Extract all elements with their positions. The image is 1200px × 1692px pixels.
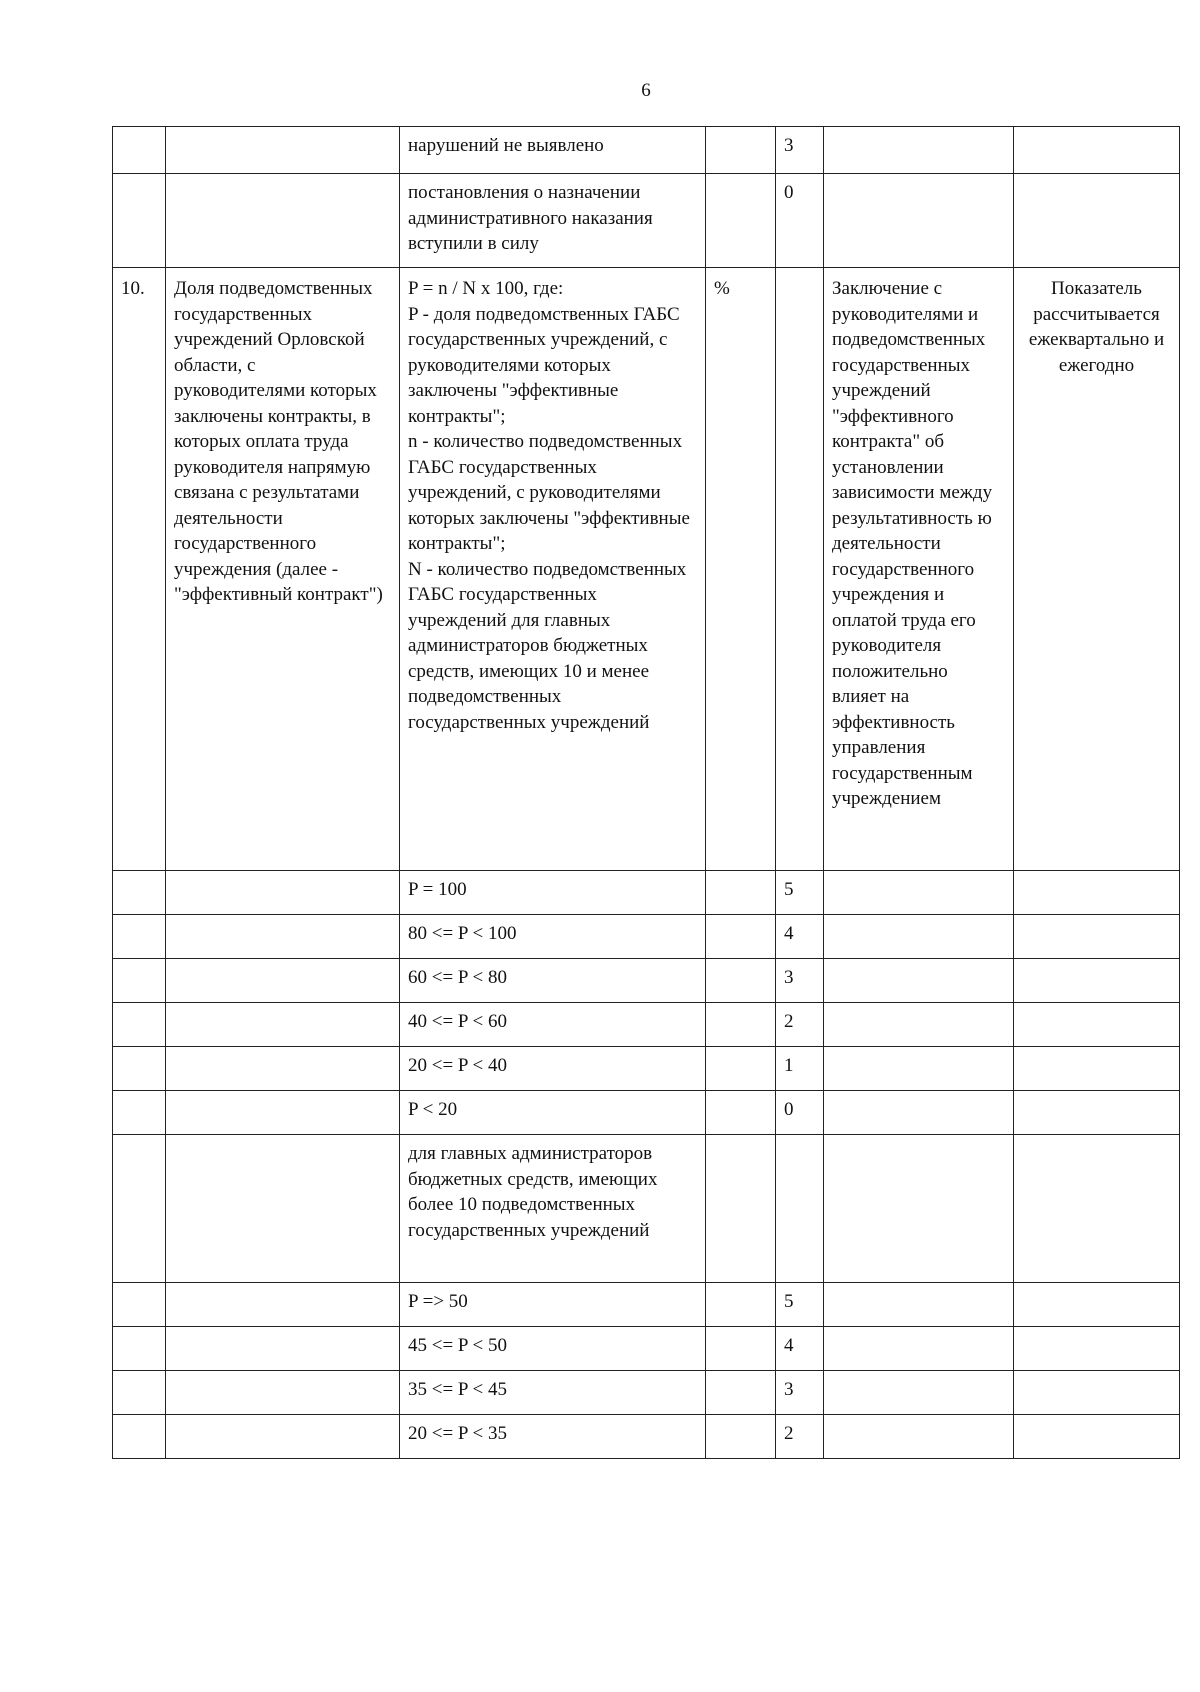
indicator-name-cell: Доля подведомственных государственных учреждений Орловской области, с руководителями которых заключены контракты, в которых оплата труда руководителя напрямую связана с результатами деятельности государственного учреждения (далее - "эффективный контракт") (166, 268, 400, 871)
indicator-name-cell (166, 915, 400, 959)
score-row (113, 1327, 1180, 1371)
score-cell: 5 (776, 1283, 824, 1327)
score-cell (776, 1135, 824, 1283)
condition-cell: 60 <= P < 80 (400, 959, 706, 1003)
condition-cell: P => 50 (400, 1283, 706, 1327)
indicator-name-cell (166, 1371, 400, 1415)
conclusion-cell: Заключение с руководителями и подведомственных государственных учреждений "эффективного контракта" об установлении зависимости между результативность ю деятельности государственного учреждения и оплатой труда его руководителя положительно влияет на эффективность управления государственным учреждением (824, 268, 1014, 871)
conclusion-cell (824, 1047, 1014, 1091)
note-cell (1014, 174, 1180, 268)
note-cell (1014, 1327, 1180, 1371)
score-cell: 2 (776, 1415, 824, 1459)
unit-cell (706, 959, 776, 1003)
table-row (113, 174, 1180, 268)
score-cell: 3 (776, 959, 824, 1003)
score-cell: 0 (776, 174, 824, 268)
note-cell (1014, 1283, 1180, 1327)
row-number-cell (113, 1091, 166, 1135)
conclusion-cell (824, 1415, 1014, 1459)
score-cell: 0 (776, 1091, 824, 1135)
conclusion-cell (824, 1283, 1014, 1327)
row-number-cell (113, 915, 166, 959)
note-cell (1014, 1047, 1180, 1091)
unit-cell (706, 871, 776, 915)
row-number-cell (113, 1415, 166, 1459)
formula-cell (400, 268, 706, 871)
score-cell: 4 (776, 1327, 824, 1371)
formula-text: P = n / N x 100, где: P - доля подведомственных ГАБС государственных учреждений, с руководителями которых заключены "эффективные контракты"; n - количество подведомственных ГАБС государственных учреждений, с руководителями которых заключены "эффективные контракты"; N - количество подведомственных ГАБС государственных учреждений для главных администраторов бюджетных средств, имеющих 10 и менее подведомственных государственных учреждений (408, 278, 690, 733)
score-row (113, 1283, 1180, 1327)
indicator-name-cell (166, 959, 400, 1003)
indicator-name-cell (166, 1091, 400, 1135)
condition-cell: 20 <= P < 40 (400, 1047, 706, 1091)
indicator-row (113, 268, 1180, 871)
row-number-cell: 10. (113, 268, 166, 871)
score-row (113, 1415, 1180, 1459)
formula-cell: постановления о назначении административного наказания вступили в силу (400, 174, 706, 268)
note-cell (1014, 1135, 1180, 1283)
condition-cell: P = 100 (400, 871, 706, 915)
row-number-cell (113, 174, 166, 268)
score-cell: 3 (776, 1371, 824, 1415)
unit-cell (706, 1283, 776, 1327)
conclusion-cell (824, 1327, 1014, 1371)
indicator-name-cell (166, 1415, 400, 1459)
conclusion-cell (824, 959, 1014, 1003)
score-row (113, 1091, 1180, 1135)
unit-cell (706, 1135, 776, 1283)
score-row (113, 871, 1180, 915)
unit-cell (706, 915, 776, 959)
condition-cell: 80 <= P < 100 (400, 915, 706, 959)
group-header-row (113, 1135, 1180, 1283)
score-row (113, 915, 1180, 959)
conclusion-cell (824, 1371, 1014, 1415)
formula-cell: нарушений не выявлено (400, 127, 706, 174)
note-cell: Показатель рассчитывается ежеквартально и ежегодно (1014, 268, 1180, 871)
condition-cell: 40 <= P < 60 (400, 1003, 706, 1047)
page-number: 6 (641, 80, 651, 101)
unit-cell (706, 1371, 776, 1415)
unit-cell (706, 127, 776, 174)
group-label-cell: для главных администраторов бюджетных средств, имеющих более 10 подведомственных государственных учреждений (400, 1135, 706, 1283)
unit-cell (706, 1003, 776, 1047)
condition-cell: P < 20 (400, 1091, 706, 1135)
score-cell: 5 (776, 871, 824, 915)
unit-cell (706, 1415, 776, 1459)
unit-cell (706, 1091, 776, 1135)
score-cell (776, 268, 824, 871)
score-row (113, 1047, 1180, 1091)
row-number-cell (113, 871, 166, 915)
indicator-name-cell (166, 1047, 400, 1091)
score-cell: 3 (776, 127, 824, 174)
indicator-name-cell (166, 127, 400, 174)
unit-cell: % (706, 268, 776, 871)
conclusion-cell (824, 1003, 1014, 1047)
conclusion-cell (824, 1091, 1014, 1135)
condition-cell: 20 <= P < 35 (400, 1415, 706, 1459)
score-row (113, 1371, 1180, 1415)
indicator-name-cell (166, 174, 400, 268)
row-number-cell (113, 127, 166, 174)
conclusion-cell (824, 915, 1014, 959)
note-cell (1014, 1415, 1180, 1459)
condition-cell: 45 <= P < 50 (400, 1327, 706, 1371)
note-cell (1014, 1091, 1180, 1135)
indicator-name-cell (166, 1003, 400, 1047)
note-cell (1014, 959, 1180, 1003)
note-cell (1014, 915, 1180, 959)
row-number-cell (113, 1135, 166, 1283)
conclusion-cell (824, 174, 1014, 268)
note-cell (1014, 127, 1180, 174)
conclusion-cell (824, 1135, 1014, 1283)
note-cell (1014, 1371, 1180, 1415)
indicator-name-cell (166, 1327, 400, 1371)
row-number-cell (113, 1003, 166, 1047)
row-number-cell (113, 1283, 166, 1327)
conclusion-cell (824, 127, 1014, 174)
note-cell (1014, 871, 1180, 915)
unit-cell (706, 1327, 776, 1371)
table-row (113, 127, 1180, 174)
indicator-name-cell (166, 1135, 400, 1283)
score-cell: 2 (776, 1003, 824, 1047)
indicator-name-cell (166, 1283, 400, 1327)
conclusion-cell (824, 871, 1014, 915)
score-row (113, 959, 1180, 1003)
row-number-cell (113, 1327, 166, 1371)
score-cell: 1 (776, 1047, 824, 1091)
condition-cell: 35 <= P < 45 (400, 1371, 706, 1415)
indicator-name-cell (166, 871, 400, 915)
score-cell: 4 (776, 915, 824, 959)
row-number-cell (113, 1047, 166, 1091)
row-number-cell (113, 959, 166, 1003)
note-cell (1014, 1003, 1180, 1047)
row-number-cell (113, 1371, 166, 1415)
unit-cell (706, 174, 776, 268)
criteria-table (112, 126, 1180, 1459)
unit-cell (706, 1047, 776, 1091)
score-row (113, 1003, 1180, 1047)
